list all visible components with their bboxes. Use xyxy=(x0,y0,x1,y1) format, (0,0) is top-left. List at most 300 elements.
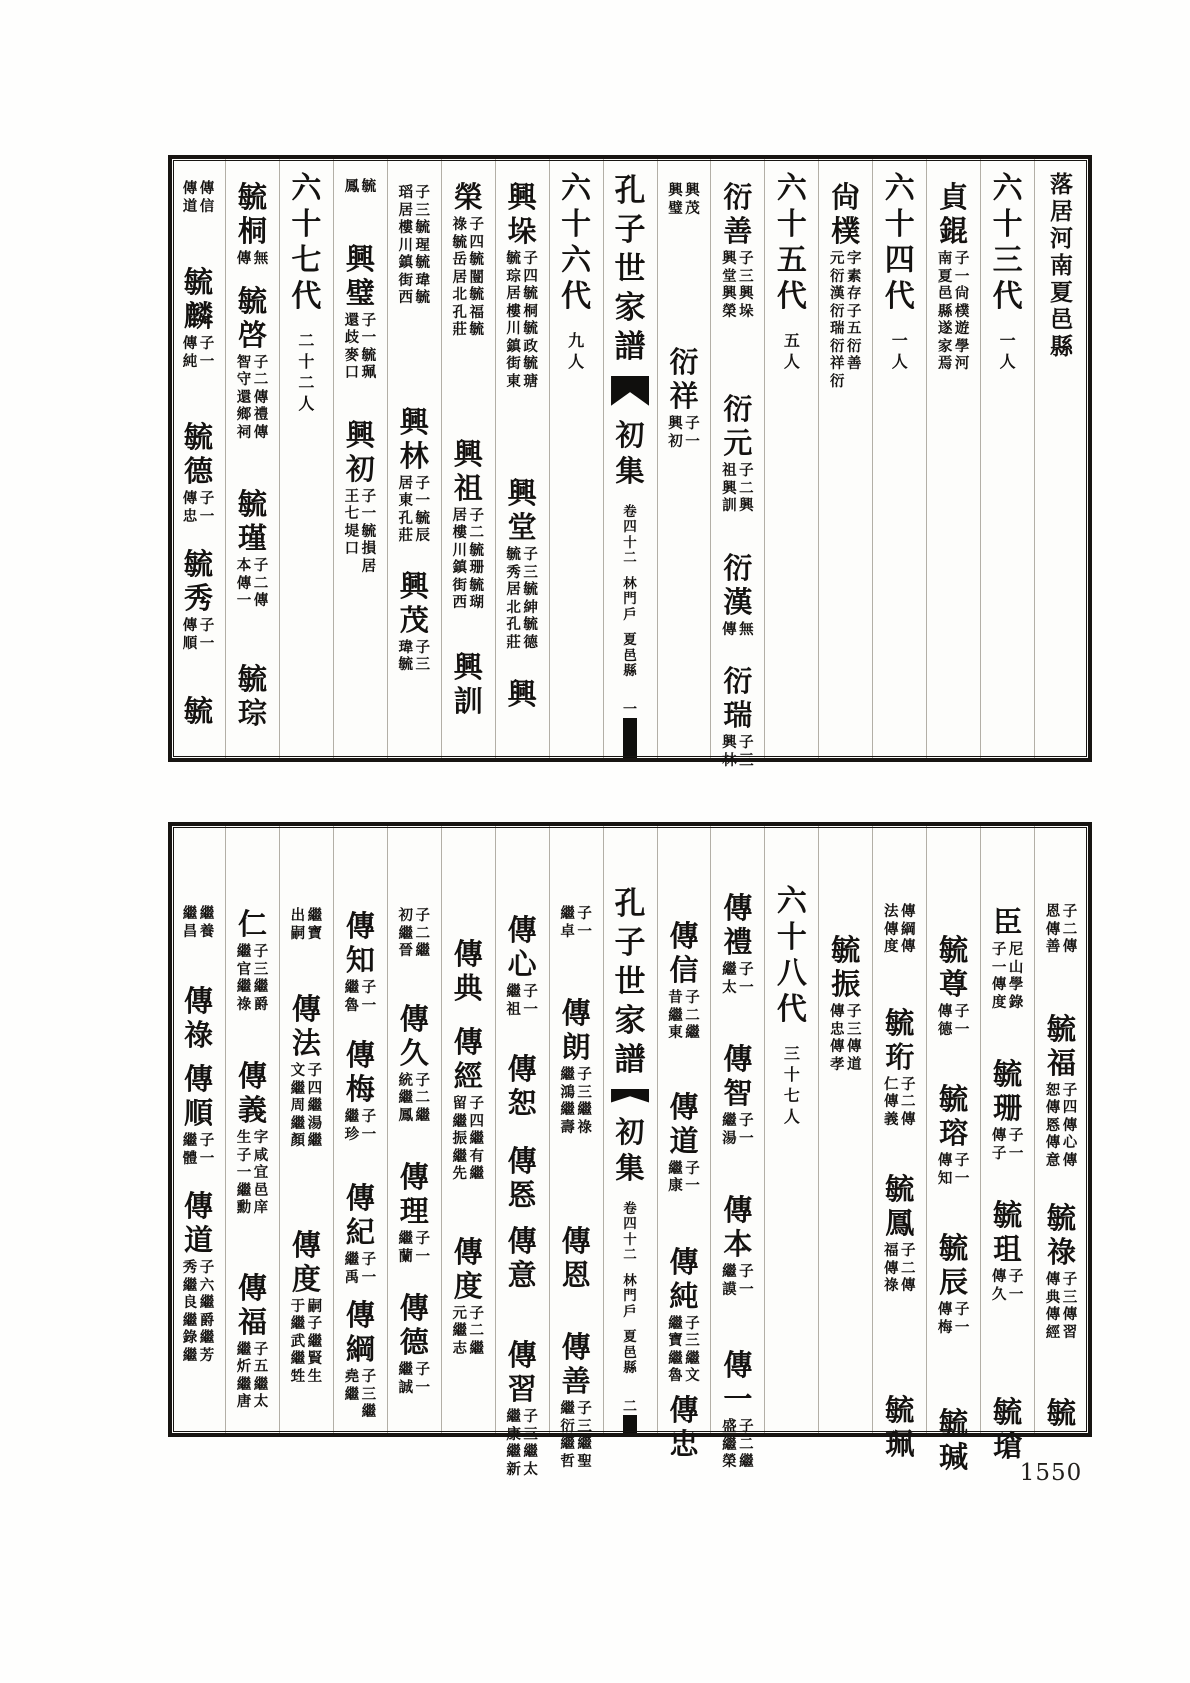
person-name: 毓 xyxy=(184,696,214,728)
annotation xyxy=(172,336,225,371)
annotation-left-subcolumn: 仁 傳 義 xyxy=(883,1076,899,1128)
annotation-left-subcolumn: 傳 忠 傳 孝 xyxy=(830,1004,845,1073)
generation-name: 六 十 八 代 xyxy=(776,885,807,1026)
person-name: 傳 朗 xyxy=(561,998,591,1064)
person-entry xyxy=(172,421,225,526)
person-name: 傳 信 xyxy=(669,921,699,987)
person-name: 傳 忠 xyxy=(669,1394,699,1461)
generation-name: 六 十 四 代 xyxy=(884,172,915,313)
annotation xyxy=(927,251,980,374)
annotation-left-subcolumn: 繼 誠 xyxy=(398,1362,414,1396)
person-name: 傳 意 xyxy=(507,1226,537,1292)
annotation-right-subcolumn: 子 三 興 垛 xyxy=(739,251,754,320)
fishtail-icon xyxy=(611,1089,649,1103)
fold-column xyxy=(603,159,657,758)
annotation-right-subcolumn: 子 四 毓 桐 毓 政 毓 瑭 xyxy=(523,251,538,390)
annotation-left-subcolumn: 生 子 一 繼 勳 xyxy=(236,1130,252,1216)
annotation-right-subcolumn: 子 四 繼 有 繼 xyxy=(469,1096,484,1182)
person-entry xyxy=(334,910,387,1015)
person-entry xyxy=(172,1190,225,1365)
generation-name: 六 十 五 代 xyxy=(776,172,807,313)
annotation-right-subcolumn: 繼 養 xyxy=(199,906,215,940)
person-entry xyxy=(388,1161,441,1266)
annotation xyxy=(334,980,387,1015)
annotation-right-subcolumn: 子 三 xyxy=(415,639,431,673)
annotation-right-subcolumn: 子 一 xyxy=(199,491,215,525)
annotation xyxy=(334,1252,387,1287)
annotation xyxy=(172,618,225,653)
person-entry xyxy=(1035,1202,1088,1342)
annotation-left-subcolumn: 祖 興 訓 xyxy=(722,463,737,514)
person-name: 毓 辰 xyxy=(939,1233,969,1299)
person-entry xyxy=(927,1083,980,1188)
person-name: 毓 秀 xyxy=(184,549,214,615)
genealogy-column xyxy=(172,826,225,1433)
generation-count: 二 十 二 人 xyxy=(298,333,315,413)
person-name: 興 xyxy=(507,679,537,711)
annotation-right-subcolumn: 子 一 毓 珮 xyxy=(361,312,377,381)
annotation-left-subcolumn: 繼 魯 xyxy=(344,980,360,1014)
annotation-left-subcolumn: 于 繼 武 繼 甡 xyxy=(290,1298,306,1385)
annotation-left-subcolumn: 傳 順 xyxy=(182,618,198,652)
annotation-right-subcolumn: 子 一 xyxy=(361,980,377,1014)
genealogy-column xyxy=(657,826,711,1461)
annotation-left-subcolumn: 居 東 孔 莊 xyxy=(398,475,414,544)
person-name: 傳 綱 xyxy=(345,1300,375,1366)
annotation xyxy=(496,251,549,391)
person-entry xyxy=(280,993,333,1151)
collection-label: 初 集 xyxy=(615,419,645,488)
annotation-left-subcolumn: 興 璧 xyxy=(668,183,683,217)
genealogy-column xyxy=(818,826,872,1433)
annotation-left-subcolumn: 傳 xyxy=(722,621,737,638)
person-name: 毓 珇 xyxy=(993,1200,1023,1266)
annotation-right-subcolumn: 子 三 繼 爵 xyxy=(253,944,269,1013)
person-name: 傳 恕 xyxy=(507,1054,537,1120)
person-name: 傳 純 xyxy=(669,1246,699,1313)
annotation-right-subcolumn: 子 一 xyxy=(1008,1128,1024,1162)
annotation-left-subcolumn: 居 樓 川 鎮 街 西 xyxy=(452,507,467,611)
annotation xyxy=(496,1409,549,1479)
person-name: 傳 一 xyxy=(723,1350,753,1416)
annotation xyxy=(711,251,764,321)
annotation-right-subcolumn: 子 四 傳 心 傳 xyxy=(1062,1082,1078,1169)
annotation-left-subcolumn: 繼 康 繼 新 xyxy=(506,1409,521,1478)
person-entry xyxy=(334,1039,387,1144)
person-entry xyxy=(334,1182,387,1287)
annotation-left-subcolumn: 繼 衍 繼 哲 xyxy=(560,1401,575,1470)
annotation-left-subcolumn: 元 衍 漢 衍 瑞 衍 祥 衍 xyxy=(830,251,845,390)
genealogy-column xyxy=(441,826,495,1433)
annotation xyxy=(819,251,872,391)
annotation-left-subcolumn: 繼 卓 xyxy=(560,906,575,940)
county-label: 夏 邑 縣 xyxy=(623,632,637,679)
genealogy-column xyxy=(1034,159,1088,758)
annotation xyxy=(496,984,549,1019)
leaf-number: 一 xyxy=(623,702,638,718)
annotation xyxy=(711,463,764,516)
genealogy-column xyxy=(387,826,441,1433)
genealogy-column xyxy=(495,159,549,758)
annotation-right-subcolumn: 子 五 繼 太 xyxy=(253,1341,269,1410)
person-entry xyxy=(334,1299,387,1422)
annotation xyxy=(873,1243,926,1296)
annotation-right-subcolumn: 子 二 繼 xyxy=(415,1072,431,1124)
person-entry xyxy=(496,181,549,391)
annotation-left-subcolumn: 傳 知 xyxy=(937,1153,953,1187)
person-name: 榮 xyxy=(453,182,483,214)
person-name: 毓 xyxy=(1047,1398,1077,1430)
annotation-left-subcolumn: 統 繼 鳳 xyxy=(398,1072,414,1124)
fold-column xyxy=(603,826,657,1433)
annotation xyxy=(388,1231,441,1266)
annotation-left-subcolumn: 繼 寶 繼 魯 xyxy=(668,1315,683,1384)
person-name: 貞 錕 xyxy=(939,182,969,248)
person-entry xyxy=(226,488,279,611)
person-entry xyxy=(388,1292,441,1397)
annotation xyxy=(334,1369,387,1422)
annotation xyxy=(226,251,279,269)
annotation-right-subcolumn: 嗣 子 繼 賢 生 xyxy=(307,1298,323,1385)
person-entry xyxy=(711,665,764,770)
annotation-right-subcolumn: 子 三 毓 紳 毓 德 xyxy=(523,547,538,651)
annotation-left-subcolumn: 祿 毓 岳 居 北 孔 莊 xyxy=(452,217,467,338)
annotation-left-subcolumn: 興 初 xyxy=(668,416,683,450)
person-name: 傳 知 xyxy=(345,911,375,977)
annotation-right-subcolumn: 無 xyxy=(253,251,269,267)
person-name: 臣 xyxy=(993,907,1023,939)
annotation-left-subcolumn: 傳 道 xyxy=(182,181,198,215)
person-name: 傳 祿 xyxy=(184,986,214,1052)
settlement-title: 落 居 河 南 夏 邑 縣 xyxy=(1050,172,1074,359)
annotation xyxy=(658,1316,711,1386)
annotation-right-subcolumn: 子 一 毓 損 居 xyxy=(361,488,377,575)
annotation xyxy=(226,944,279,1014)
person-entry xyxy=(658,1091,711,1196)
annotation-left-subcolumn: 恕 傳 悘 傳 意 xyxy=(1045,1082,1061,1169)
annotation-right-subcolumn: 子 一 xyxy=(199,1133,215,1167)
annotation-left-subcolumn: 傳 典 傳 經 xyxy=(1045,1272,1061,1341)
annotation-left-subcolumn: 繼 炘 繼 唐 xyxy=(236,1341,252,1410)
genealogy-column xyxy=(495,826,549,1478)
person-name: 毓 瑲 xyxy=(993,1397,1023,1463)
annotation-left-subcolumn: 秀 繼 良 繼 錄 繼 xyxy=(182,1260,198,1364)
annotation-right-subcolumn: 子 二 興 xyxy=(739,463,754,514)
genealogy-column xyxy=(980,826,1034,1463)
person-entry xyxy=(550,997,603,1137)
annotation xyxy=(226,355,279,443)
fold-black-bar xyxy=(623,1415,637,1433)
person-entry xyxy=(658,346,711,451)
annotation-right-subcolumn: 子 二 傳 xyxy=(900,1076,916,1128)
annotation xyxy=(981,942,1034,1012)
person-name: 興 垛 xyxy=(507,182,537,248)
person-name: 傳 久 xyxy=(399,1003,429,1070)
person-name: 傳 順 xyxy=(184,1064,214,1130)
annotation xyxy=(550,1401,603,1471)
annotation-right-subcolumn: 子 四 毓 闓 毓 福 毓 xyxy=(469,217,484,338)
generation-count: 三 十 七 人 xyxy=(783,1046,800,1126)
annotation-continuation xyxy=(883,904,917,957)
annotation xyxy=(711,622,764,640)
annotation-left-subcolumn: 出 嗣 xyxy=(290,908,306,942)
annotation-left-subcolumn: 王 七 堤 口 xyxy=(344,488,360,557)
annotation xyxy=(388,1362,441,1397)
annotation-left-subcolumn: 繼 禹 xyxy=(344,1252,360,1286)
annotation xyxy=(442,508,495,613)
genealogy-column xyxy=(926,159,980,758)
person-name: 毓 祿 xyxy=(1047,1203,1077,1269)
annotation xyxy=(711,962,764,997)
annotation-left-subcolumn: 恩 傳 善 xyxy=(1045,904,1061,955)
annotation-right-subcolumn: 子 二 繼 xyxy=(739,1419,754,1470)
person-name: 毓 琮 xyxy=(237,663,267,730)
annotation-continuation xyxy=(397,185,431,308)
generation-header xyxy=(765,171,818,373)
person-entry xyxy=(280,1229,333,1387)
person-entry xyxy=(927,934,980,1039)
volume-label: 卷 四 十 二 xyxy=(623,503,637,566)
annotation-right-subcolumn: 子 一 xyxy=(1008,1269,1024,1303)
annotation-right-subcolumn: 子 二 繼 xyxy=(415,908,431,959)
genealogy-column xyxy=(333,826,387,1433)
person-entry xyxy=(226,1060,279,1218)
generation-header xyxy=(280,171,333,415)
annotation-continuation xyxy=(667,183,701,218)
annotation-right-subcolumn: 子 二 傳 xyxy=(1062,904,1078,955)
person-name: 毓 珩 xyxy=(885,1007,915,1074)
annotation-left-subcolumn: 還 歧 麥 口 xyxy=(344,312,360,381)
person-name: 毓 德 xyxy=(184,422,214,488)
annotation xyxy=(658,1161,711,1196)
annotation xyxy=(388,1073,441,1126)
annotation-left-subcolumn: 繼 謨 xyxy=(722,1264,737,1298)
person-name: 興 訓 xyxy=(453,651,483,718)
book-title: 孔 子 世 家 譜 xyxy=(614,886,646,1077)
person-entry xyxy=(658,920,711,1043)
annotation-left-subcolumn: 繼 體 xyxy=(182,1133,198,1167)
person-entry xyxy=(927,181,980,374)
annotation-right-subcolumn: 字 素 存 子 五 衍 善 xyxy=(847,251,862,372)
person-name: 傳 德 xyxy=(399,1293,429,1359)
generation-count: 一 人 xyxy=(891,333,908,371)
annotation-right-subcolumn: 子 一 毓 辰 xyxy=(415,475,431,544)
person-name: 毓 瑊 xyxy=(939,1408,969,1474)
generation-count: 一 人 xyxy=(999,333,1016,371)
annotation-left-subcolumn: 留 繼 振 繼 先 xyxy=(452,1096,467,1182)
annotation-right-subcolumn: 子 二 繼 xyxy=(685,990,700,1041)
annotation-right-subcolumn: 子 一 xyxy=(739,962,754,996)
annotation-continuation xyxy=(397,908,431,961)
annotation-right-subcolumn: 子 一 xyxy=(577,906,592,940)
annotation xyxy=(711,1264,764,1299)
fold-black-bar xyxy=(623,718,637,758)
generation-header xyxy=(550,171,603,373)
annotation xyxy=(927,1153,980,1188)
genealogy-column xyxy=(764,159,818,758)
generation-header xyxy=(765,884,818,1128)
person-name: 毓 尊 xyxy=(939,935,969,1001)
annotation-right-subcolumn: 子 一 xyxy=(954,1153,970,1187)
person-name: 毓 振 xyxy=(831,935,861,1001)
person-entry xyxy=(819,934,872,1074)
person-entry xyxy=(927,1232,980,1337)
person-name: 興 祖 xyxy=(453,438,483,505)
annotation-right-subcolumn: 子 三 繼 聖 xyxy=(577,1401,592,1470)
annotation-right-subcolumn: 尼 山 學 錄 xyxy=(1008,942,1024,1011)
genealogy-column xyxy=(1034,826,1088,1433)
annotation xyxy=(927,1004,980,1039)
annotation xyxy=(1035,1083,1088,1171)
annotation-left-subcolumn: 文 繼 周 繼 顏 xyxy=(290,1063,306,1149)
genealogy-column xyxy=(657,159,711,758)
annotation xyxy=(388,476,441,546)
person-name: 毓 桐 xyxy=(237,182,267,248)
annotation xyxy=(442,1306,495,1359)
person-name: 毓 瑢 xyxy=(939,1084,969,1150)
annotation-right-subcolumn: 子 一 xyxy=(685,416,700,450)
person-entry xyxy=(172,266,225,371)
genealogy-column xyxy=(872,826,926,1461)
annotation-left-subcolumn: 堯 繼 xyxy=(344,1369,360,1403)
person-name: 興 初 xyxy=(345,419,375,486)
annotation xyxy=(172,1260,225,1365)
annotation-left-subcolumn: 瑫 居 樓 川 鎮 街 西 xyxy=(398,185,414,306)
person-entry xyxy=(226,1272,279,1412)
annotation-right-subcolumn: 毓 xyxy=(361,179,377,195)
annotation-right-subcolumn: 子 一 xyxy=(954,1004,970,1038)
person-name: 興 林 xyxy=(399,406,429,473)
person-name: 興 茂 xyxy=(399,570,429,637)
genealogy-column xyxy=(279,159,333,758)
person-name: 毓 麟 xyxy=(184,267,214,333)
person-name: 傳 恩 xyxy=(561,1226,591,1292)
annotation-left-subcolumn: 繼 康 xyxy=(668,1160,683,1194)
person-name: 毓 珮 xyxy=(885,1394,915,1461)
annotation xyxy=(334,1109,387,1144)
annotation-left-subcolumn: 傳 久 xyxy=(991,1269,1007,1303)
annotation xyxy=(280,1063,333,1151)
annotation-right-subcolumn: 子 一 xyxy=(685,1160,700,1194)
person-entry xyxy=(496,1339,549,1479)
annotation xyxy=(172,491,225,526)
generation-count: 九 人 xyxy=(568,333,585,371)
annotation-right-subcolumn: 字 咸 宜 邑 庠 xyxy=(253,1130,269,1216)
annotation-left-subcolumn: 繼 鴻 繼 壽 xyxy=(560,1067,575,1136)
annotation-left-subcolumn: 盛 繼 榮 xyxy=(722,1419,737,1470)
genealogy-column xyxy=(764,826,818,1433)
leaf-number: 二 xyxy=(623,1399,638,1415)
person-name: 傳 習 xyxy=(507,1340,537,1406)
person-name: 傳 理 xyxy=(399,1162,429,1228)
person-entry xyxy=(226,285,279,443)
annotation-left-subcolumn: 傳 xyxy=(236,251,252,267)
person-name: 傳 道 xyxy=(669,1091,699,1158)
annotation xyxy=(442,1096,495,1184)
person-name: 衍 瑞 xyxy=(723,666,753,732)
annotation-right-subcolumn: 子 二 毓 珊 毓 瑚 xyxy=(469,507,484,611)
annotation-left-subcolumn: 興 林 xyxy=(722,735,737,769)
generation-count: 五 人 xyxy=(783,333,800,371)
annotation xyxy=(550,1067,603,1137)
person-entry xyxy=(981,1058,1034,1163)
annotation xyxy=(334,489,387,577)
annotation-left-subcolumn: 繼 太 xyxy=(722,962,737,996)
annotation-right-subcolumn: 子 一 xyxy=(739,1113,754,1147)
annotation-continuation xyxy=(182,181,216,216)
person-name: 衍 祥 xyxy=(669,347,699,413)
person-entry xyxy=(442,438,495,613)
person-entry xyxy=(334,419,387,577)
annotation-left-subcolumn: 毓 琮 居 樓 川 鎮 街 東 xyxy=(506,251,521,390)
annotation xyxy=(711,1419,764,1472)
genealogy-column xyxy=(225,826,279,1433)
genealogy-column xyxy=(549,159,603,758)
annotation-left-subcolumn: 子 一 傳 度 xyxy=(991,942,1007,1011)
volume-label: 卷 四 十 二 xyxy=(623,1200,637,1262)
annotation-left-subcolumn: 元 繼 志 xyxy=(452,1305,467,1357)
genealogy-column xyxy=(872,159,926,758)
section-label: 林 門 戶 xyxy=(623,575,637,622)
person-entry xyxy=(442,181,495,340)
person-entry xyxy=(334,243,387,383)
annotation xyxy=(927,1302,980,1337)
annotation xyxy=(172,1133,225,1168)
annotation-left-subcolumn: 繼 湯 xyxy=(722,1113,737,1147)
annotation-right-subcolumn: 子 三 繼 文 xyxy=(685,1315,700,1384)
annotation-right-subcolumn: 子 一 xyxy=(361,1109,377,1143)
annotation-right-subcolumn: 子 三 毓 瑆 毓 瑋 毓 xyxy=(415,185,431,306)
person-entry xyxy=(496,914,549,1019)
person-name: 仁 xyxy=(237,909,267,941)
annotation xyxy=(658,990,711,1043)
annotation xyxy=(658,416,711,451)
genealogy-column xyxy=(441,159,495,758)
person-entry xyxy=(226,181,279,269)
person-entry xyxy=(442,1026,495,1184)
annotation-left-subcolumn: 鳳 xyxy=(344,179,360,195)
annotation-right-subcolumn: 子 一 尙 樸 遊 學 河 xyxy=(954,251,970,372)
annotation-left-subcolumn: 初 繼 晉 xyxy=(398,908,414,959)
person-name: 傳 悘 xyxy=(507,1146,537,1212)
annotation-right-subcolumn: 子 一 xyxy=(199,336,215,370)
person-name: 衍 漢 xyxy=(723,552,753,619)
person-name: 衍 善 xyxy=(723,182,753,248)
collection-label: 初 集 xyxy=(615,1116,645,1185)
annotation xyxy=(873,1077,926,1130)
annotation-left-subcolumn: 繼 蘭 xyxy=(398,1231,414,1265)
genealogy-column xyxy=(549,826,603,1470)
annotation-left-subcolumn: 繼 官 繼 祿 xyxy=(236,944,252,1013)
annotation-left-subcolumn: 南 夏 邑 縣 遂 家 焉 xyxy=(937,251,953,372)
person-name: 衍 元 xyxy=(723,394,753,460)
genealogy-column xyxy=(926,826,980,1474)
person-name: 尙 樸 xyxy=(831,182,861,248)
person-name: 毓 啓 xyxy=(237,285,267,352)
annotation-right-subcolumn: 子 三 繼 太 xyxy=(523,1409,538,1478)
person-entry xyxy=(388,1003,441,1126)
generation-name: 六 十 六 代 xyxy=(561,172,592,313)
annotation-right-subcolumn: 子 一 xyxy=(523,984,538,1018)
annotation-left-subcolumn: 傳 德 xyxy=(937,1004,953,1038)
annotation-right-subcolumn: 子 一 xyxy=(954,1302,970,1336)
person-name: 傳 心 xyxy=(507,915,537,981)
book-title: 孔 子 世 家 譜 xyxy=(614,173,646,364)
genealogy-column xyxy=(818,159,872,758)
annotation-left-subcolumn: 繼 昌 xyxy=(182,906,198,940)
generation-name: 六 十 七 代 xyxy=(291,172,322,313)
annotation xyxy=(1035,1272,1088,1342)
